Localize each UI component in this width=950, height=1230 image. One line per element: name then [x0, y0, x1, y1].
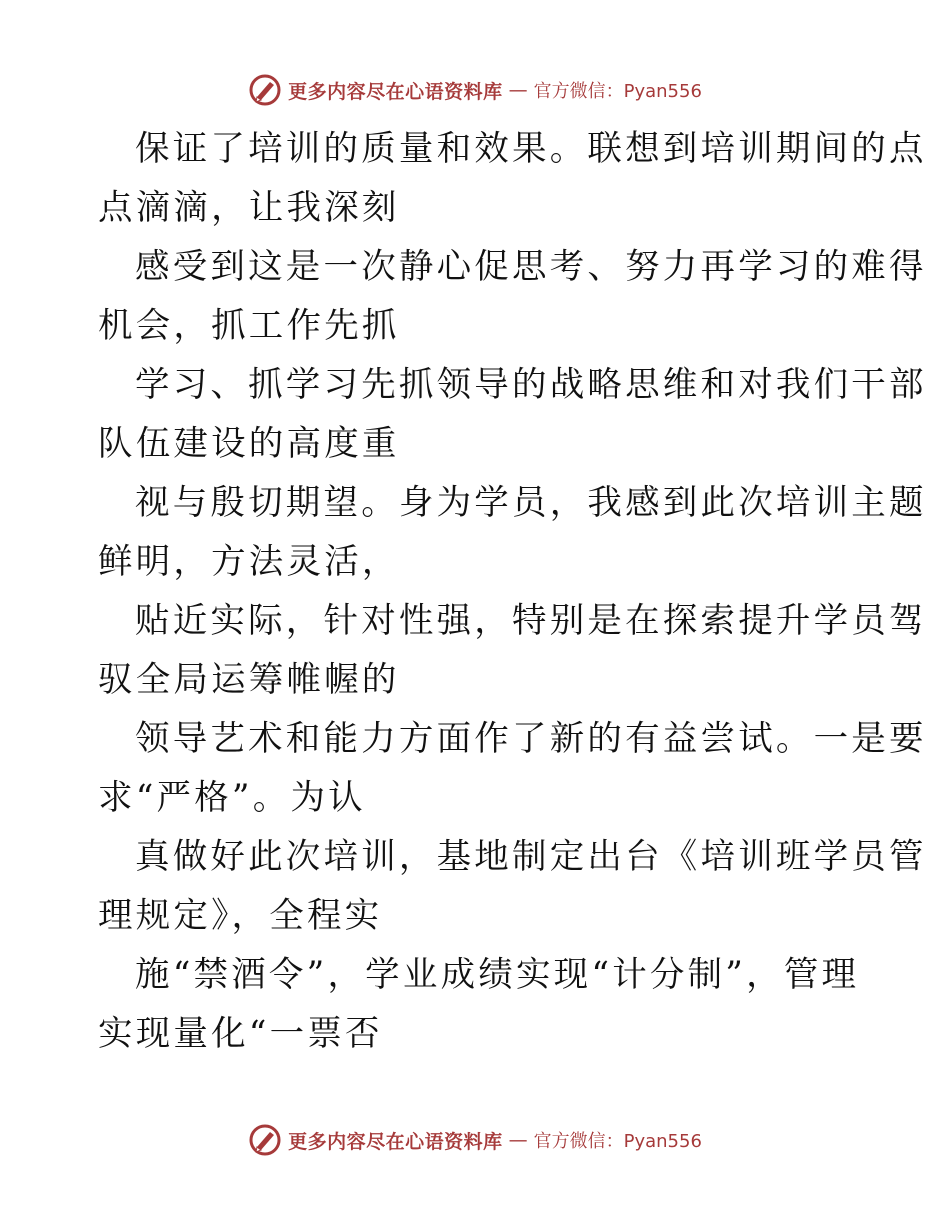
- document-body: [98, 120, 927, 1064]
- header-banner: [0, 70, 950, 110]
- body-line: 求“严格”。为认: [98, 778, 366, 818]
- body-line: 真做好此次培训，基地制定出台《培训班学员管: [135, 837, 927, 877]
- body-line: 感受到这是一次静心促思考、努力再学习的难得: [135, 247, 927, 287]
- body-line: 驭全局运筹帷幄的: [98, 660, 400, 700]
- body-line: 机会，抓工作先抓: [98, 306, 400, 346]
- body-line: 视与殷切期望。身为学员，我感到此次培训主题: [135, 483, 927, 523]
- body-line: 学习、抓学习先抓领导的战略思维和对我们干部: [135, 365, 927, 405]
- footer-contact-text: 官方微信：Pyan556: [533, 1131, 702, 1152]
- footer-site-text: 更多内容尽在心语资料库: [288, 1130, 503, 1153]
- footer-banner: [0, 1120, 950, 1160]
- footer-dash: —: [508, 1129, 528, 1151]
- body-line: 领导艺术和能力方面作了新的有益尝试。一是要: [135, 719, 927, 759]
- body-line: 点滴滴，让我深刻: [98, 188, 400, 228]
- body-line: 鲜明，方法灵活，: [98, 542, 400, 582]
- body-line: 实现量化“一票否: [98, 1014, 383, 1054]
- body-line: 理规定》，全程实: [98, 896, 383, 936]
- body-line: 队伍建设的高度重: [98, 424, 400, 464]
- body-line: 施“禁酒令”，学业成绩实现“计分制”，管理: [135, 955, 860, 995]
- header-contact-text: 官方微信：Pyan556: [533, 81, 702, 102]
- body-line: 保证了培训的质量和效果。联想到培训期间的点: [135, 129, 927, 169]
- body-line: 贴近实际，针对性强，特别是在探索提升学员驾: [135, 601, 927, 641]
- pen-logo-icon: [248, 1123, 282, 1157]
- header-dash: —: [508, 79, 528, 101]
- header-site-text: 更多内容尽在心语资料库: [288, 80, 503, 103]
- pen-logo-icon: [248, 73, 282, 107]
